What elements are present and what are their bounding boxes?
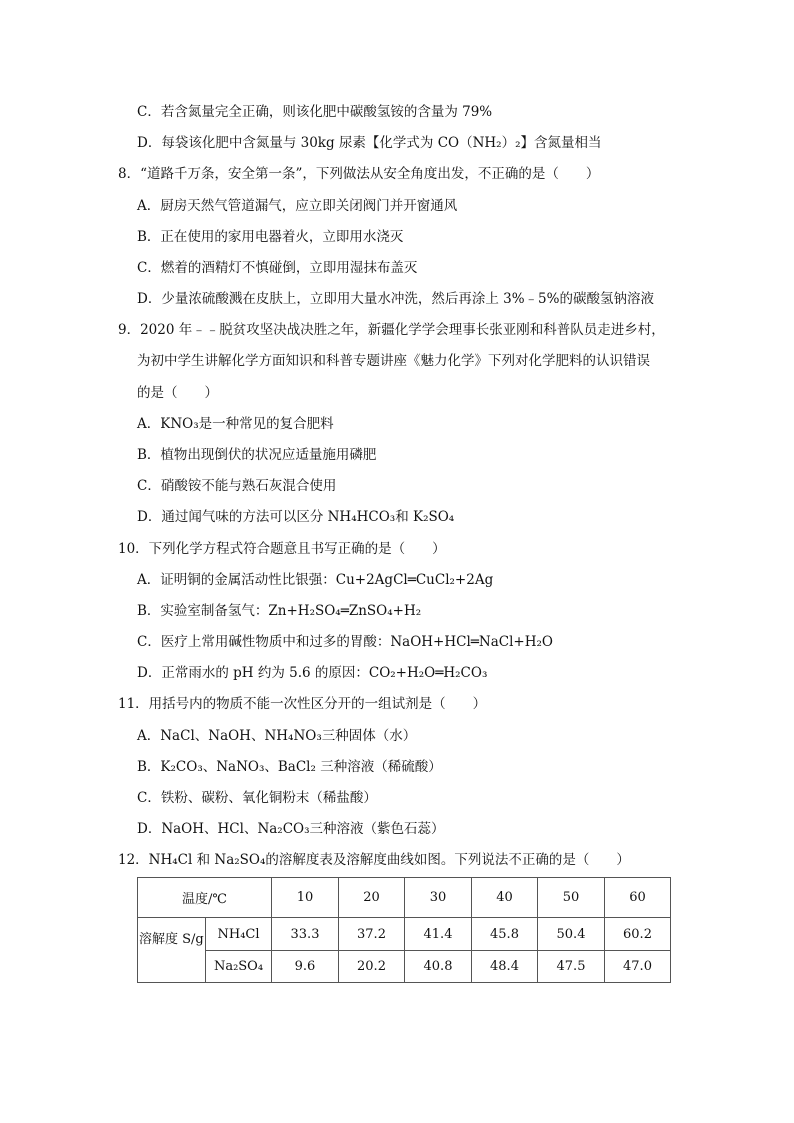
temperature-header: 温度/℃ — [138, 878, 272, 918]
question-10-option-c: C．医疗上常用碱性物质中和过多的胃酸：NaOH+HCl═NaCl+H₂O — [137, 634, 553, 650]
substance-name: Na₂SO₄ — [206, 950, 272, 982]
solubility-table — [137, 877, 671, 983]
question-8-stem: 8．“道路千万条，安全第一条”，下列做法从安全角度出发，不正确的是（ ） — [118, 166, 600, 182]
question-9-stem-line-2: 为初中学生讲解化学方面知识和科普专题讲座《魅力化学》下列对化学肥料的认识错误 — [137, 353, 650, 369]
question-7-option-d: D．每袋该化肥中含氮量与 30kg 尿素【化学式为 CO（NH₂）₂】含氮量相当 — [137, 135, 602, 151]
table-cell: 50.4 — [538, 918, 605, 950]
temperature-cell: 10 — [272, 878, 339, 918]
question-11-option-a: A．NaCl、NaOH、NH₄NO₃三种固体（水） — [137, 728, 417, 744]
question-11-option-c: C．铁粉、碳粉、氧化铜粉末（稀盐酸） — [137, 790, 377, 806]
solubility-row-label: 溶解度 S/g — [138, 918, 206, 983]
table-header-row — [138, 878, 671, 918]
table-cell: 20.2 — [339, 950, 405, 982]
question-8-option-c: C．燃着的酒精灯不慎碰倒，立即用湿抹布盖灭 — [137, 260, 418, 276]
temperature-cell: 60 — [605, 878, 671, 918]
question-10-option-b: B．实验室制备氢气：Zn+H₂SO₄═ZnSO₄+H₂ — [137, 603, 422, 619]
question-11-option-d: D．NaOH、HCl、Na₂CO₃三种溶液（紫色石蕊） — [137, 821, 445, 837]
table-row-na2so4 — [138, 950, 671, 982]
table-cell: 48.4 — [472, 950, 538, 982]
table-cell: 60.2 — [605, 918, 671, 950]
question-8-option-a: A．厨房天然气管道漏气，应立即关闭阀门并开窗通风 — [137, 198, 458, 214]
table-cell: 45.8 — [472, 918, 538, 950]
question-9-option-c: C．硝酸铵不能与熟石灰混合使用 — [137, 478, 337, 494]
table-cell: 47.0 — [605, 950, 671, 982]
question-10-stem: 10．下列化学方程式符合题意且书写正确的是（ ） — [118, 541, 446, 557]
question-7-option-c: C．若含氮量完全正确，则该化肥中碳酸氢铵的含量为 79% — [137, 104, 493, 120]
question-11-stem: 11．用括号内的物质不能一次性区分开的一组试剂是（ ） — [118, 696, 487, 712]
temperature-cell: 30 — [405, 878, 472, 918]
question-10-option-a: A．证明铜的金属活动性比银强：Cu+2AgCl═CuCl₂+2Ag — [137, 572, 494, 588]
substance-name: NH₄Cl — [206, 918, 272, 950]
question-9-option-b: B．植物出现倒伏的状况应适量施用磷肥 — [137, 447, 377, 463]
question-8-option-b: B．正在使用的家用电器着火，立即用水浇灭 — [137, 229, 404, 245]
question-9-option-a: A．KNO₃是一种常见的复合肥料 — [137, 416, 334, 432]
question-8-option-d: D．少量浓硫酸溅在皮肤上，立即用大量水冲洗，然后再涂上 3%﹣5%的碳酸氢钠溶液 — [137, 291, 654, 307]
table-cell: 9.6 — [272, 950, 339, 982]
question-11-option-b: B．K₂CO₃、NaNO₃、BaCl₂ 三种溶液（稀硫酸） — [137, 759, 442, 775]
table-cell: 33.3 — [272, 918, 339, 950]
question-9-stem-line-1: 9．2020 年﹣﹣脱贫攻坚决战决胜之年，新疆化学学会理事长张亚刚和科普队员走进乡村， — [118, 322, 665, 338]
question-12-stem: 12．NH₄Cl 和 Na₂SO₄的溶解度表及溶解度曲线如图。下列说法不正确的是（ ） — [118, 852, 630, 868]
question-9-option-d: D．通过闻气味的方法可以区分 NH₄HCO₃和 K₂SO₄ — [137, 509, 455, 525]
table-cell: 41.4 — [405, 918, 472, 950]
temperature-cell: 20 — [339, 878, 405, 918]
temperature-cell: 50 — [538, 878, 605, 918]
table-row-nh4cl — [138, 918, 671, 950]
question-9-stem-line-3: 的是（ ） — [137, 385, 218, 401]
table-cell: 47.5 — [538, 950, 605, 982]
table-cell: 37.2 — [339, 918, 405, 950]
temperature-cell: 40 — [472, 878, 538, 918]
table-cell: 40.8 — [405, 950, 472, 982]
question-10-option-d: D．正常雨水的 pH 约为 5.6 的原因：CO₂+H₂O═H₂CO₃ — [137, 665, 488, 681]
